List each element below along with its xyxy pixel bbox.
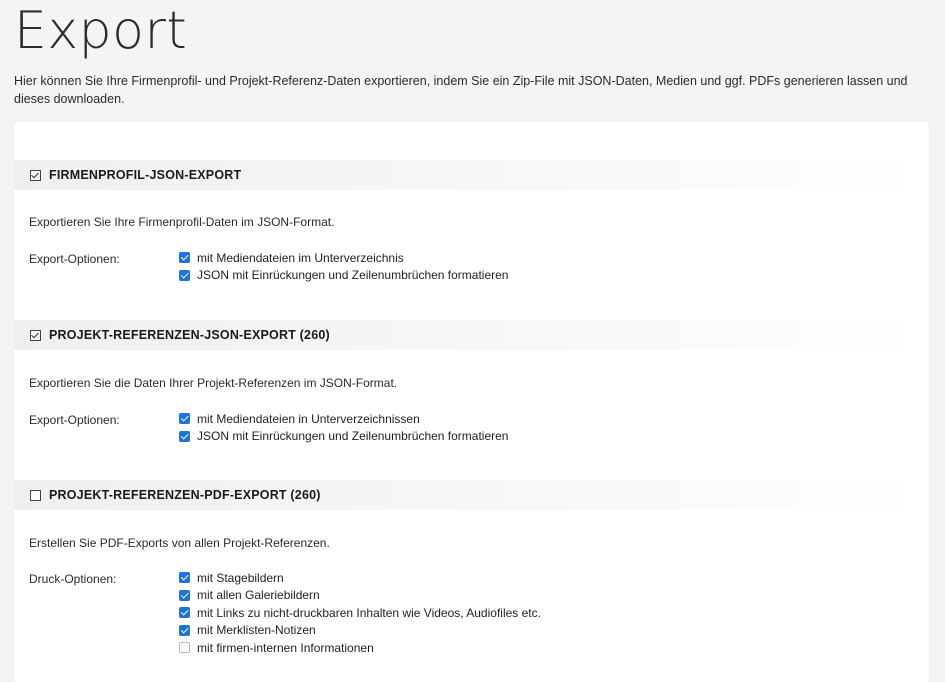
option-row[interactable] [179, 267, 508, 285]
section-projekt-referenzen-json-header[interactable] [14, 320, 929, 350]
option-row[interactable] [179, 604, 541, 622]
option-row[interactable] [179, 569, 541, 587]
option-label: mit Mediendateien in Unterverzeichnissen [197, 411, 420, 426]
checkbox-checked[interactable] [179, 252, 190, 263]
section-title: FIRMENPROFIL-JSON-EXPORT [49, 168, 242, 182]
checkbox-checked[interactable] [179, 607, 190, 618]
options-label: Export-Optionen: [29, 252, 120, 266]
checkbox-checked[interactable] [179, 270, 190, 281]
options-list [179, 569, 541, 657]
option-row[interactable] [179, 249, 508, 267]
section-checkbox[interactable] [30, 490, 41, 501]
option-label: JSON mit Einrückungen und Zeilenumbrüchen formatieren [197, 268, 509, 283]
options-list [179, 410, 508, 445]
options-label: Export-Optionen: [29, 413, 120, 427]
checkbox-unchecked[interactable] [179, 642, 190, 653]
checkbox-checked[interactable] [179, 625, 190, 636]
section-checkbox[interactable] [30, 170, 41, 181]
option-label: mit Stagebildern [197, 570, 284, 585]
section-title: PROJEKT-REFERENZEN-JSON-EXPORT (260) [49, 328, 330, 342]
intro-text: Hier können Sie Ihre Firmenprofil- und Projekt-Referenz-Daten exportieren, indem Sie ein Zip-File mit JSON-Daten, Medien und ggf. PDFs generieren lassen und dieses downloaden. [14, 74, 908, 106]
option-label: mit Links zu nicht-druckbaren Inhalten wie Videos, Audiofiles etc. [197, 605, 541, 620]
section-description: Erstellen Sie PDF-Exports von allen Projekt-Referenzen. [29, 536, 330, 550]
section-title: PROJEKT-REFERENZEN-PDF-EXPORT (260) [49, 488, 321, 502]
option-row[interactable] [179, 428, 508, 446]
checkbox-checked[interactable] [179, 413, 190, 424]
section-description: Exportieren Sie die Daten Ihrer Projekt-Referenzen im JSON-Format. [29, 376, 398, 390]
options-list [179, 249, 508, 284]
option-row[interactable] [179, 410, 508, 428]
checkbox-checked[interactable] [179, 431, 190, 442]
option-label: mit firmen-internen Informationen [197, 640, 374, 655]
section-checkbox[interactable] [30, 330, 41, 341]
options-label: Druck-Optionen: [29, 572, 117, 586]
option-label: JSON mit Einrückungen und Zeilenumbrüchen formatieren [197, 429, 509, 444]
section-firmenprofil-json-header[interactable] [14, 160, 929, 190]
option-label: mit Merklisten-Notizen [197, 623, 316, 638]
option-label: mit allen Galeriebildern [197, 588, 320, 603]
section-description: Exportieren Sie Ihre Firmenprofil-Daten im JSON-Format. [29, 215, 335, 229]
option-label: mit Mediendateien im Unterverzeichnis [197, 250, 404, 265]
option-row[interactable] [179, 587, 541, 605]
option-row[interactable] [179, 639, 541, 657]
checkbox-checked[interactable] [179, 572, 190, 583]
page-title: Export [14, 1, 188, 61]
checkbox-checked[interactable] [179, 590, 190, 601]
export-card [14, 122, 929, 682]
option-row[interactable] [179, 622, 541, 640]
section-projekt-referenzen-pdf-header[interactable] [14, 480, 929, 510]
